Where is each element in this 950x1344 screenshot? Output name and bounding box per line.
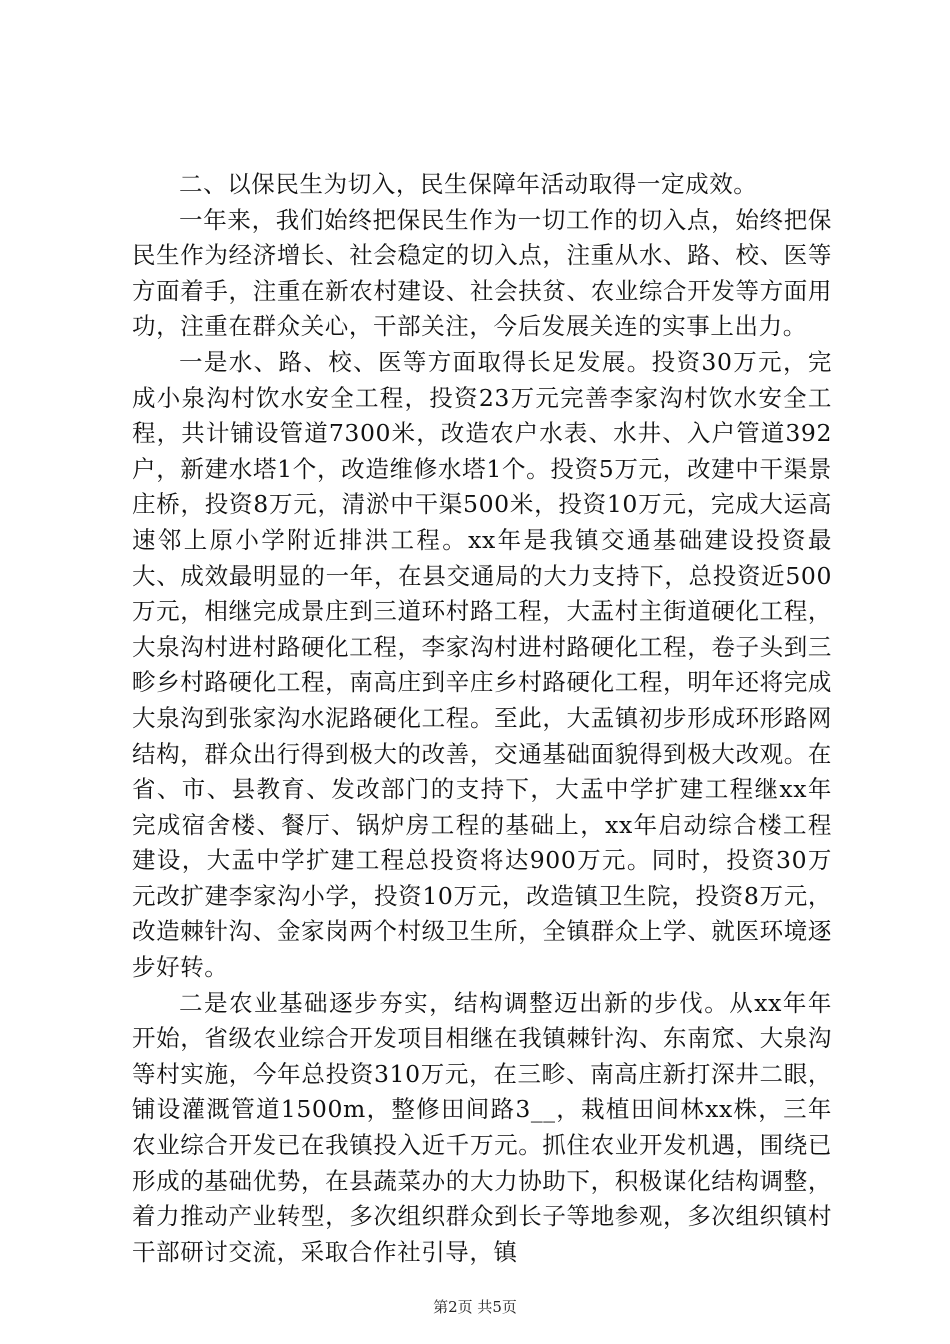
paragraph: 二是农业基础逐步夯实，结构调整迈出新的步伐。从xx年年开始，省级农业综合开发项目相继在我镇棘针沟、东南窊、大泉沟等村实施，今年总投资310万元，在三畛、南高庄新打深井二眼，铺设灌溉管道1500m，整修田间路3__，栽植田间林xx株，三年农业综合开发已在我镇投入近千万元。抓住农业开发机遇，围绕已形成的基础优势，在县蔬菜办的大力协助下，积极谋化结构调整，着力推动产业转型，多次组织群众到长子等地参观，多次组织镇村干部研讨交流，采取合作社引导，镇: [132, 988, 832, 1266]
paragraph: 一是水、路、校、医等方面取得长足发展。投资30万元，完成小泉沟村饮水安全工程，投资23万元完善李家沟村饮水安全工程，共计铺设管道7300米，改造农户水表、水井、入户管道392户，新建水塔1个，改造维修水塔1个。投资5万元，改建中干渠景庄桥，投资8万元，清淤中干渠500米，投资10万元，完成大运高速邻上原小学附近排洪工程。xx年是我镇交通基础建设投资最大、成效最明显的一年，在县交通局的大力支持下，总投资近500万元，相继完成景庄到三道环村路工程，大盂村主街道硬化工程，大泉沟村进村路硬化工程，李家沟村进村路硬化工程，卷子头到三畛乡村路硬化工程，南高庄到辛庄乡村路硬化工程，明年还将完成大泉沟到张家沟水泥路硬化工程。至此，大盂镇初步形成环形路网结构，群众出行得到极大的改善，交通基础面貌得到极大改观。在省、市、县教育、发改部门的支持下，大盂中学扩建工程继xx年完成宿舍楼、餐厅、锅炉房工程的基础上，xx年启动综合楼工程建设，大盂中学扩建工程总投资将达900万元。同时，投资30万元改扩建李家沟小学，投资10万元，改造镇卫生院，投资8万元，改造棘针沟、金家岗两个村级卫生所，全镇群众上学、就医环境逐步好转。: [132, 347, 832, 982]
page-number-footer: 第2页 共5页: [433, 1298, 517, 1316]
paragraph: 一年来，我们始终把保民生作为一切工作的切入点，始终把保民生作为经济增长、社会稳定的切入点，注重从水、路、校、医等方面着手，注重在新农村建设、社会扶贫、农业综合开发等方面用功，注重在群众关心，干部关注，今后发展关连的实事上出力。: [132, 205, 832, 341]
section-heading: 二、以保民生为切入，民生保障年活动取得一定成效。: [179, 170, 758, 198]
document-body: [132, 167, 832, 1270]
